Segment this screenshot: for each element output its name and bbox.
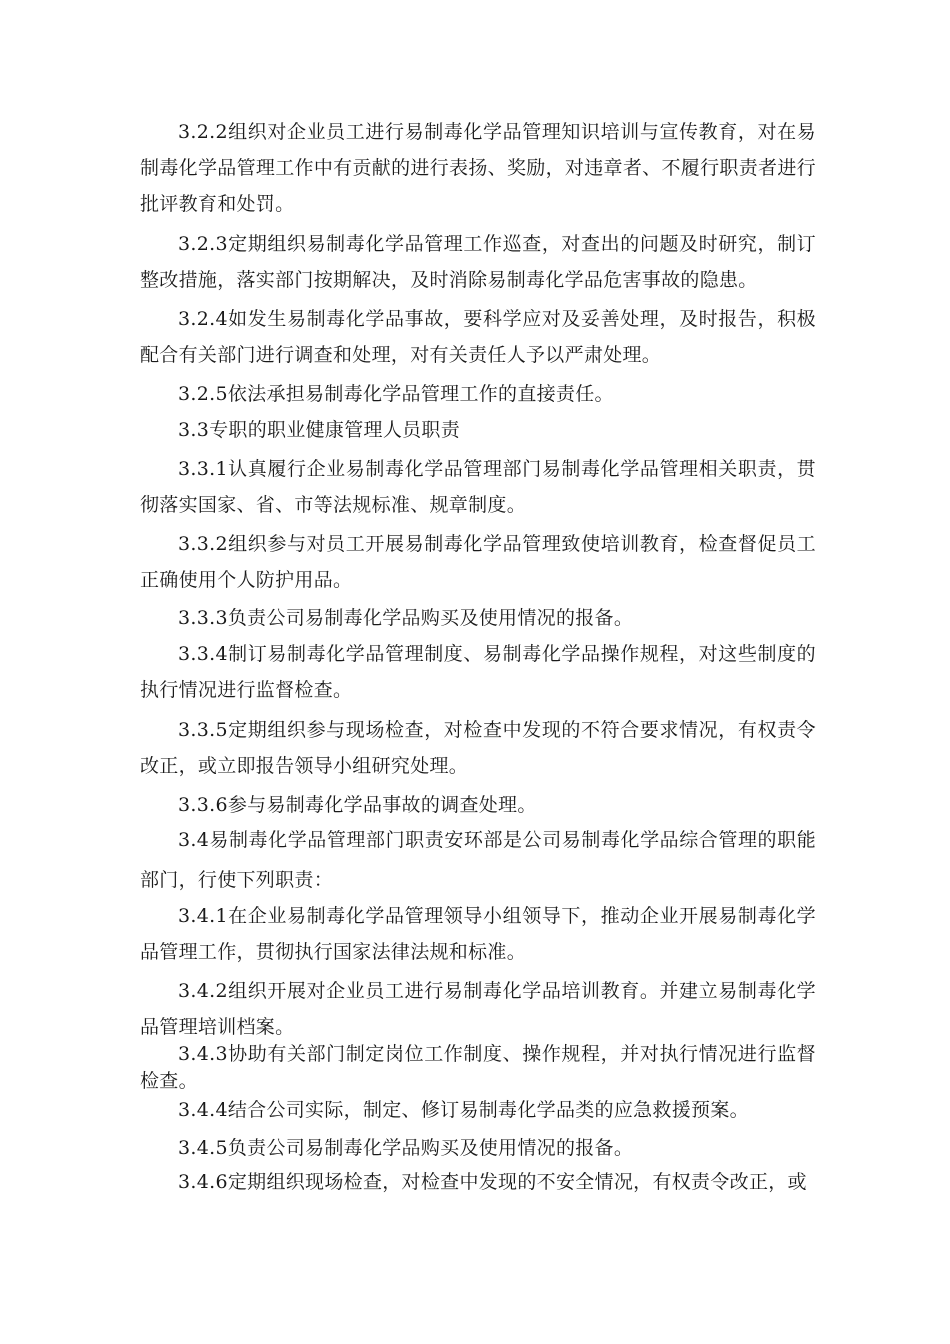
paragraph-3-4-1: 3.4.1在企业易制毒化学品管理领导小组领导下，推动企业开展易制毒化学品管理工作，贯彻执行国家法律法规和标准。: [140, 905, 816, 963]
paragraph-3-2-4: 3.2.4如发生易制毒化学品事故，要科学应对及妥善处理，及时报告，积极配合有关部门进行调查和处理，对有关责任人予以严肃处理。: [140, 308, 816, 366]
paragraph-3-3-4: 3.3.4制订易制毒化学品管理制度、易制毒化学品操作规程，对这些制度的执行情况进行监督检查。: [140, 643, 816, 701]
paragraph-3-3-5: 3.3.5定期组织参与现场检查，对检查中发现的不符合要求情况，有权责令改正，或立即报告领导小组研究处理。: [140, 719, 816, 777]
paragraph-3-4-2: 3.4.2组织开展对企业员工进行易制毒化学品培训教育。并建立易制毒化学品管理培训档案。: [140, 980, 816, 1038]
paragraph-3-3-1: 3.3.1认真履行企业易制毒化学品管理部门易制毒化学品管理相关职责，贯彻落实国家、省、市等法规标准、规章制度。: [140, 458, 816, 516]
paragraph-3-2-2: 3.2.2组织对企业员工进行易制毒化学品管理知识培训与宣传教育，对在易制毒化学品管理工作中有贡献的进行表扬、奖励，对违章者、不履行职责者进行批评教育和处罚。: [140, 121, 816, 215]
section-heading-3-3: 3.3专职的职业健康管理人员职责: [178, 419, 461, 441]
section-heading-3-4: 3.4易制毒化学品管理部门职责安环部是公司易制毒化学品综合管理的职能部门，行使下列职责：: [140, 829, 816, 891]
paragraph-3-3-6: 3.3.6参与易制毒化学品事故的调查处理。: [178, 794, 537, 816]
paragraph-3-4-3: 3.4.3协助有关部门制定岗位工作制度、操作规程，并对执行情况进行监督检查。: [140, 1043, 816, 1092]
paragraph-3-2-5: 3.2.5依法承担易制毒化学品管理工作的直接责任。: [178, 383, 614, 405]
paragraph-3-4-4: 3.4.4结合公司实际，制定、修订易制毒化学品类的应急救援预案。: [178, 1099, 749, 1121]
paragraph-3-2-3: 3.2.3定期组织易制毒化学品管理工作巡查，对查出的问题及时研究，制订整改措施，落实部门按期解决，及时消除易制毒化学品危害事故的隐患。: [140, 233, 816, 291]
paragraph-3-3-3: 3.3.3负责公司易制毒化学品购买及使用情况的报备。: [178, 607, 634, 629]
paragraph-3-4-5: 3.4.5负责公司易制毒化学品购买及使用情况的报备。: [178, 1137, 634, 1159]
paragraph-3-3-2: 3.3.2组织参与对员工开展易制毒化学品管理致使培训教育，检查督促员工正确使用个人防护用品。: [140, 533, 816, 591]
paragraph-3-4-6: 3.4.6定期组织现场检查，对检查中发现的不安全情况，有权责令改正，或: [178, 1171, 807, 1193]
